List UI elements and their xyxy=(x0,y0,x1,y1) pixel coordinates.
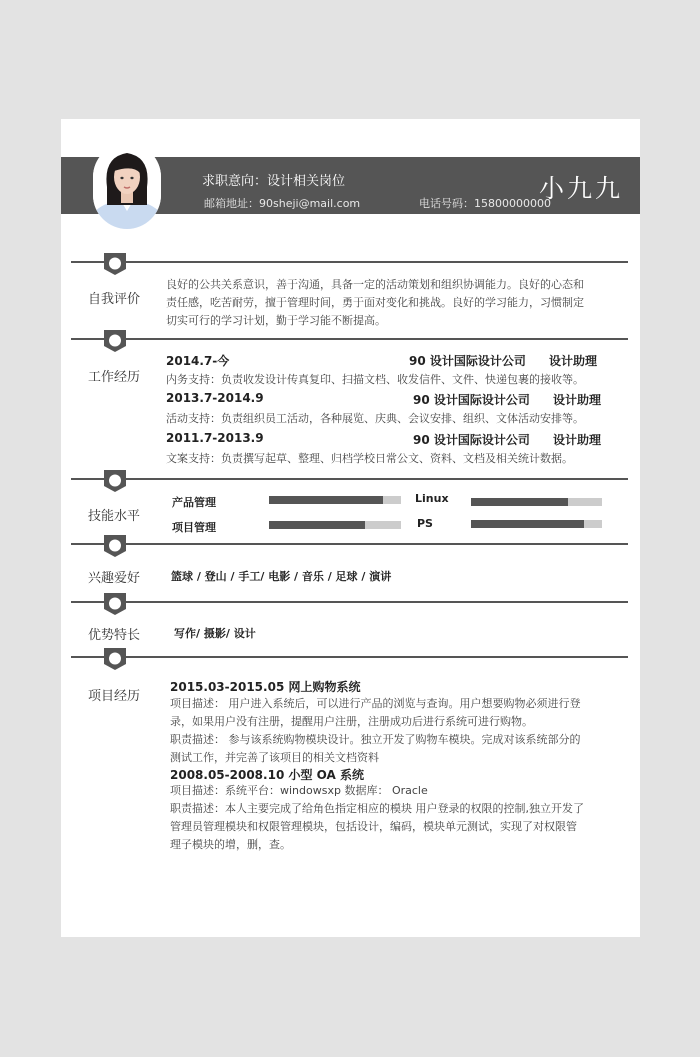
work-description: 文案支持：负责撰写起草、整理、归档学校日常公文、资料、文档及相关统计数据。 xyxy=(166,452,573,465)
phone-number: 电话号码：15800000000 xyxy=(419,197,551,210)
skill-name: 项目管理 xyxy=(172,521,216,534)
work-company: 90 设计国际设计公司 xyxy=(409,354,526,368)
strength-list: 写作/ 摄影/ 设计 xyxy=(174,627,256,640)
self-evaluation: 良好的公共关系意识，善于沟通，具备一定的活动策划和组织协调能力。良好的心态和 责任感，吃苦耐劳，擅于管理时间，勇于面对变化和挑战。良好的学习能力，习惯制定 切实可行的学习计划，勤于学习能不断提高。 xyxy=(166,278,584,327)
skill-bar xyxy=(269,521,401,529)
skill-bar xyxy=(269,496,401,504)
section-marker-icon xyxy=(103,592,127,616)
section-marker-icon xyxy=(103,329,127,353)
project-description: 项目描述：系统平台：windowsxp 数据库： Oracle 职责描述：本人主要完成了给角色指定相应的模块 用户登录的权限的控制,独立开发了 管理员管理模块和权限管理模块，包括设计，编码，模块单元测试，实现了对权限管 理子模块的增，删，查。 xyxy=(170,784,584,851)
skill-bar xyxy=(471,498,602,506)
work-role: 设计助理 xyxy=(549,354,598,368)
section-title-project: 项目经历 xyxy=(88,689,141,704)
skill-name: PS xyxy=(417,517,433,530)
section-divider xyxy=(71,338,628,340)
avatar xyxy=(93,143,161,229)
skill-name: Linux xyxy=(415,492,449,505)
candidate-name: 小九九 xyxy=(539,174,624,203)
work-date: 2013.7-2014.9 xyxy=(166,391,264,405)
section-marker-icon xyxy=(103,469,127,493)
section-marker-icon xyxy=(103,534,127,558)
work-date: 2011.7-2013.9 xyxy=(166,431,264,445)
section-title-work: 工作经历 xyxy=(88,370,141,385)
project-title: 2008.05-2008.10 小型 OA 系统 xyxy=(170,768,364,782)
section-divider xyxy=(71,601,628,603)
work-description: 活动支持：负责组织员工活动，各种展览、庆典、会议安排、组织、文体活动安排等。 xyxy=(166,412,584,425)
skill-bar xyxy=(471,520,602,528)
section-title-strength: 优势特长 xyxy=(88,628,141,643)
work-company: 90 设计国际设计公司 xyxy=(413,393,530,407)
section-divider xyxy=(71,656,628,658)
work-role: 设计助理 xyxy=(553,433,602,447)
job-intent: 求职意向：设计相关岗位 xyxy=(202,174,346,189)
section-divider xyxy=(71,478,628,480)
resume-page xyxy=(61,119,640,937)
email-address: 邮箱地址：90sheji@mail.com xyxy=(204,197,361,210)
section-marker-icon xyxy=(103,252,127,276)
work-company: 90 设计国际设计公司 xyxy=(413,433,530,447)
section-divider xyxy=(71,543,628,545)
project-description: 项目描述： 用户进入系统后，可以进行产品的浏览与查询。用户想要购物必须进行登 录，如果用户没有注册，提醒用户注册，注册成功后进行系统可进行购物。 职责描述： 参与该系统购物模块设计。独立开发了购物车模块。完成对该系统部分的 测试工作，并完善了该项目的相关文档资料 xyxy=(170,697,581,764)
section-divider xyxy=(71,261,628,263)
section-marker-icon xyxy=(103,647,127,671)
work-role: 设计助理 xyxy=(553,393,602,407)
section-title-hobby: 兴趣爱好 xyxy=(88,571,141,586)
hobby-list: 篮球 / 登山 / 手工/ 电影 / 音乐 / 足球 / 演讲 xyxy=(171,570,392,583)
work-description: 内务支持：负责收发设计传真复印、扫描文档、收发信件、文件、快递包裹的接收等。 xyxy=(166,373,584,386)
section-title-self: 自我评价 xyxy=(88,292,141,307)
work-date: 2014.7-今 xyxy=(166,354,230,368)
skill-name: 产品管理 xyxy=(172,496,216,509)
section-title-skills: 技能水平 xyxy=(88,509,141,524)
project-title: 2015.03-2015.05 网上购物系统 xyxy=(170,680,361,694)
